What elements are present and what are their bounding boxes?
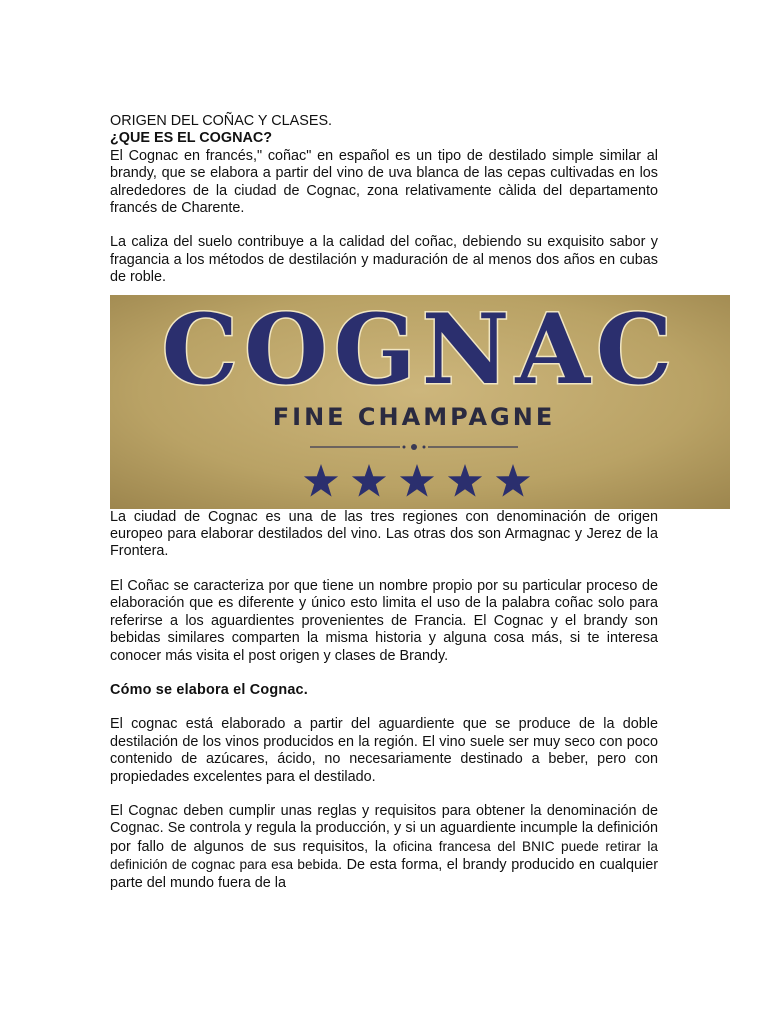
paragraph-gap — [110, 665, 658, 682]
paragraph: La ciudad de Cognac es una de las tres regiones con denominación de origen europeo para elaborar destilados del vino. Las otras dos son Armagnac y Jerez de la Frontera. — [110, 508, 658, 560]
paragraph: El Cognac en francés," coñac" en español es un tipo de destilado simple similar al brandy, que se elabora a partir del vino de uva blanca de las cepas cultivadas en los alrededores de la ciudad de Cognac, zona relativamente càlida del departamento francés de Charente. — [110, 147, 658, 217]
document-title: ORIGEN DEL COÑAC Y CLASES. — [110, 113, 333, 129]
cognac-label-svg — [110, 295, 730, 509]
paragraph: El Coñac se caracteriza por que tiene un nombre propio por su particular proceso de elaboración que es diferente y único esto limita el uso de la palabra coñac solo para referirse a los aguardientes provenientes de Francia. El Cognac y el brandy son bebidas similares comparten la misma historia y alguna cosa más, si te interesa conocer más visita el post origen y clases de Brandy. — [110, 577, 658, 664]
document-page — [110, 113, 679, 892]
paragraph-gap — [110, 561, 658, 578]
label-sub-text: FINE CHAMPAGNE — [272, 402, 556, 431]
paragraph — [110, 803, 658, 892]
section-subheading: Cómo se elabora el Cognac. — [110, 681, 308, 698]
paragraph-text: El Cognac deben cumplir unas reglas y requisitos para obtener la denominación de Cognac. Se controla y regula la producción, y si un aguardiente incumple la definición por fallo de algunos de sus requisitos, la — [110, 802, 658, 855]
paragraph-gap — [110, 217, 658, 234]
paragraph-gap — [110, 699, 658, 716]
paragraph-text: De esta forma, el brandy producido en cualquier parte del mundo fuera de la — [110, 857, 658, 891]
label-main-text: COGNAC — [161, 294, 679, 406]
paragraph: La caliza del suelo contribuye a la calidad del coñac, debiendo su exquisito sabor y fragancia a los métodos de destilación y maduración de al menos dos años en cubas de roble. — [110, 234, 658, 286]
paragraph: El cognac está elaborado a partir del aguardiente que se produce de la doble destilación de los vinos producidos en la región. El vino suele ser muy seco con poco contenido de azúcares, ácido, no necesariamente destinado a beber, pero con propiedades excelentes para el destilado. — [110, 716, 658, 785]
paragraph-gap — [110, 786, 658, 803]
paragraph-text-small: oficina francesa del BNIC puede retirar la definición de cognac para esa bebida. — [110, 838, 658, 873]
cognac-label-image — [110, 295, 730, 509]
section-heading: ¿QUE ES EL COGNAC? — [110, 130, 273, 147]
